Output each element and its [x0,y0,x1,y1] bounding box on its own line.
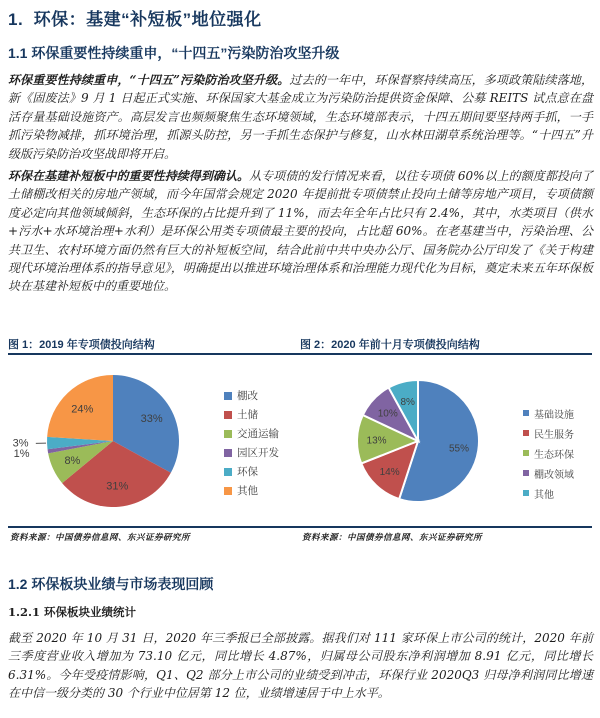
paragraph-2 [8,167,593,296]
legend-swatch-icon [224,411,232,419]
legend-swatch-icon [523,450,529,456]
paragraph-2-text: 从专项债的发行情况来看，以往专项债 60%以上的额度都投向了土储棚改相关的房地产领域，而今年国常会规定 2020 年提前批专项债禁止投向土储等房地产项目，专项债额度必定向其他领域倾斜，生态环保的占比提升到了 11%，而去年全年占比只有 2.4%，其中，水类项目（供水+污水+水环境治理+水利）是环保公用类专项债最主要的投向，占比超 60%。在老基建当中，污染治理、公共卫生、农村环境方面仍然有巨大的补短板空间，结合此前中共中央办公厅、国务院办公厅印发了《关于构建现代环境治理体系的指导意见》，明确提出以推进环境治理体系和治理能力现代化为目标，奠定未来五年环保板块在基建补短板中的重要地位。 [8,169,593,294]
pie-data-label-2: 8% [64,455,81,468]
paragraph-1 [8,71,593,163]
legend-swatch-icon [224,392,232,400]
legend-item-1 [224,405,279,424]
legend-label: 其他 [237,485,258,497]
section-1-title: 1. 环保：基建“补短板”地位强化 [8,10,262,29]
paragraph-1-text: 过去的一年中，环保督察持续高压，多项政策陆续落地，新《固废法》9 月 1 日起正式实施、环保国家大基金成立为污染防治提供资金保障、公募 REITS 试点意在盘活存量基础设施资产。高层发言也频频聚焦生态环境领域，生态环境部表示，十四五期间要坚持两手抓，一手抓污染物减排，抓环境治理，抓源头防控，另一手抓生态保护与修复，山水林田湖草系统治理等。“十四五”升级版污染防治攻坚战即将开启。 [8,73,593,161]
legend-item-4 [523,483,574,503]
pie-data-label-1: 14% [379,467,400,479]
pie-data-label-0: 33% [140,413,163,426]
legend-swatch-icon [224,449,232,457]
legend-swatch-icon [523,490,529,496]
pie-data-label-1: 31% [106,480,129,493]
legend-label: 其他 [534,489,554,501]
legend-label: 基础设施 [534,409,574,421]
pie-data-label-3: 1% [13,448,30,461]
section-1-2-1-title: 1.2.1 环保板块业绩统计 [8,605,137,619]
legend-item-3 [523,463,574,483]
legend-label: 园区开发 [237,447,279,459]
legend-swatch-icon [224,487,232,495]
legend-swatch-icon [224,430,232,438]
legend-item-0 [224,386,279,405]
pie-chart-2019-special-bonds [8,365,208,525]
paragraph-3 [8,629,593,703]
pie-data-label-0: 55% [448,443,469,455]
legend-item-0 [523,403,574,423]
legend-label: 棚改 [237,390,258,402]
legend-item-4 [224,462,279,481]
pie-data-label-3: 10% [377,408,398,420]
legend-item-3 [224,443,279,462]
legend-swatch-icon [523,410,529,416]
figure-2-title: 图 2：2020 年前十月专项债投向结构 [300,339,480,351]
legend-item-5 [224,481,279,500]
figure-1-bottom-rule [8,526,298,528]
figure-2-source: 资料来源：中国债券信息网、东兴证券研究所 [302,533,483,543]
legend-item-2 [224,424,279,443]
legend-label: 环保 [237,466,258,478]
paragraph-2-lead: 环保在基建补短板中的重要性持续得到确认。 [8,169,250,183]
paragraph-3-text: 截至 2020 年 10 月 31 日，2020 年三季报已全部披露。据我们对 111 家环保上市公司的统计，2020 年前三季度营业收入增加为 73.10 亿元，同比增长 4.87%，归属母公司股东净利润增加 8.91 亿元，同比增长 6.31%。今年受疫情影响，Q1、Q2 部分上市公司的业绩受到冲击，环保行业 2020Q3 归母净利润同比增速在中信一级分类的 30 个行业中位居第 12 位，业绩增速居于中上水平。 [8,631,593,701]
legend-swatch-icon [523,470,529,476]
figure-1 [8,333,290,545]
figure-1-legend [224,386,279,500]
section-1-1-title: 1.1 环保重要性持续重申，“十四五”污染防治攻坚升级 [8,45,340,61]
legend-label: 土储 [237,409,258,421]
figure-2-title-rule [283,353,592,355]
legend-label: 交通运输 [237,428,279,440]
legend-item-2 [523,443,574,463]
figure-1-source: 资料来源：中国债券信息网、东兴证券研究所 [10,533,191,543]
pie-data-label-2: 13% [366,435,387,447]
pie-data-label-4: 3% [12,437,29,450]
legend-label: 生态环保 [534,449,574,461]
pie-data-label-5: 24% [71,403,94,416]
figure-1-title-rule [8,353,298,355]
legend-label: 民生服务 [534,429,574,441]
figure-2-legend [523,403,574,503]
legend-item-1 [523,423,574,443]
legend-label: 棚改领域 [534,469,574,481]
pie-data-label-4: 8% [400,396,415,408]
paragraph-1-lead: 环保重要性持续重申，“十四五”污染防治攻坚升级。 [8,73,290,87]
legend-swatch-icon [224,468,232,476]
section-1-2-title: 1.2 环保板块业绩与市场表现回顾 [8,576,214,592]
pie-chart-2020-special-bonds [320,363,520,523]
legend-swatch-icon [523,430,529,436]
figure-2 [300,333,592,545]
figure-1-title: 图 1：2019 年专项债投向结构 [8,339,155,351]
figure-2-bottom-rule [283,526,592,528]
